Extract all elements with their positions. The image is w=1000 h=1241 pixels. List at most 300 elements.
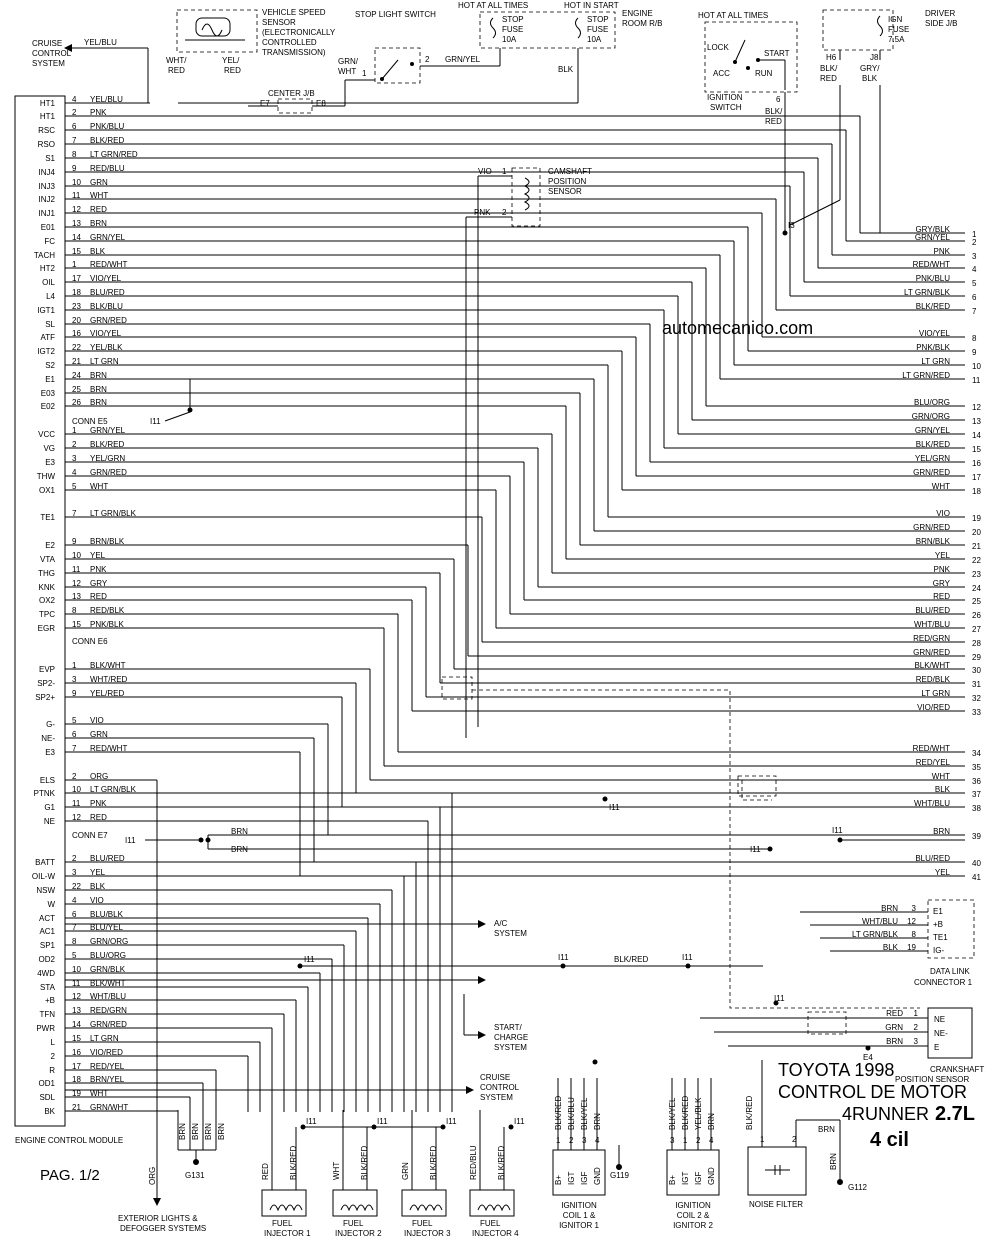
- injector-coil-icon: [478, 1205, 510, 1210]
- coil-wire-color: BLK/YEL: [668, 1097, 677, 1130]
- fuel-injectors: [261, 1110, 525, 1238]
- ecm-pin-wire-color: LT GRN: [90, 357, 119, 366]
- i11-776: I11: [774, 994, 785, 1003]
- ecm-pin-number: 11: [72, 979, 81, 988]
- ign-wire-1: BLK/: [765, 107, 783, 116]
- i11-mid: I11: [750, 845, 761, 854]
- ecm-pin-label: E3: [45, 748, 55, 757]
- vss-label-4: CONTROLLED: [262, 38, 317, 47]
- cruise-system-label-1: CRUISE: [32, 39, 63, 48]
- right-wire-color: YEL: [934, 551, 950, 560]
- dlc-terminal: E1: [933, 907, 943, 916]
- injector-wire1: WHT: [332, 1161, 341, 1180]
- injector-body: [333, 1190, 377, 1216]
- ecm-pin-wire-color: GRN/RED: [90, 468, 127, 477]
- right-pin-number: 37: [972, 790, 981, 799]
- ecm-pin-label: S1: [45, 154, 55, 163]
- ecm-pin-wire-color: BLK: [90, 882, 106, 891]
- center-jb: [248, 80, 375, 113]
- i11-left: I11: [304, 955, 315, 964]
- injector-name: FUEL: [480, 1219, 501, 1228]
- ecm-pin-wire-color: BLK/WHT: [90, 661, 126, 670]
- ecm-pin-label: G1: [44, 803, 55, 812]
- vss-wire-right-2: RED: [224, 66, 241, 75]
- ecm-pin-wire-color: GRN/WHT: [90, 1103, 129, 1112]
- ecm-pin-wire-color: VIO: [90, 896, 104, 905]
- ecm-pin-number: 17: [72, 274, 81, 283]
- right-pin-number: 1: [972, 230, 977, 239]
- right-pin-number: 12: [972, 403, 981, 412]
- ecm-pin-label: +B: [44, 996, 55, 1005]
- right-pin-number: 41: [972, 873, 981, 882]
- stop-pin-2: 2: [425, 55, 430, 64]
- ecm-pin-label: SL: [45, 320, 55, 329]
- right-wire-color: VIO/YEL: [918, 329, 950, 338]
- right-wire-color: RED/GRN: [913, 634, 950, 643]
- coil-name: COIL 1 &: [562, 1211, 596, 1220]
- right-wire-color: BLU/RED: [915, 854, 950, 863]
- ecm-pin-wire-color: VIO/YEL: [90, 274, 122, 283]
- ecm-pin-number: 6: [72, 910, 77, 919]
- right-pin-number: 38: [972, 804, 981, 813]
- ecm-pin-wire-color: BLU/RED: [90, 854, 125, 863]
- ecm-pin-number: 1: [72, 426, 77, 435]
- ecm-pin-number: 3: [72, 868, 77, 877]
- ecm-pins: [32, 95, 150, 1116]
- ecm-pin-number: 12: [72, 579, 81, 588]
- dlc-pin: 19: [907, 943, 916, 952]
- driver-side-jb: [783, 9, 958, 236]
- ckp-terminal: E: [934, 1043, 940, 1052]
- ecm-pin-wire-color: BRN: [90, 385, 107, 394]
- cam-p2: 2: [502, 208, 507, 217]
- ckp-pin: 1: [913, 1009, 918, 1018]
- ign-start: START: [764, 49, 790, 58]
- right-wire-color: RED/YEL: [915, 758, 950, 767]
- coil-pin: 3: [582, 1136, 587, 1145]
- ecm-pin-number: 24: [72, 371, 81, 380]
- coil-terminal: B+: [554, 1174, 563, 1185]
- right-pin-number: 30: [972, 666, 981, 675]
- coil-terminal: GND: [593, 1167, 602, 1185]
- ecm-pin-label: HT1: [39, 112, 55, 121]
- ecm-pin-number: 4: [72, 468, 77, 477]
- right-pin-number: 39: [972, 832, 981, 841]
- ecm-pin-number: 20: [72, 316, 81, 325]
- ecm-pin-label: ATF: [40, 333, 55, 342]
- coil-wire-color: BLK/YEL: [580, 1097, 589, 1130]
- ecm-pin-wire-color: BLU/ORG: [90, 951, 127, 960]
- ecm-pin-number: 26: [72, 398, 81, 407]
- ecm-pin-number: 25: [72, 385, 81, 394]
- ecm-pin-label: E1: [45, 375, 55, 384]
- injector-wire2: BLK/RED: [497, 1145, 506, 1180]
- ecm-pin-number: 3: [72, 454, 77, 463]
- vss-label-3: (ELECTRONICALLY: [262, 28, 336, 37]
- right-pin-number: 9: [972, 348, 977, 357]
- ecm-pin-label: BK: [44, 1107, 55, 1116]
- engine-room-1: ENGINE: [622, 9, 653, 18]
- ecm-pin-label: 2: [50, 1052, 55, 1061]
- hot-all-times-1: HOT AT ALL TIMES: [458, 1, 529, 10]
- conn-e7-label: CONN E7: [72, 831, 108, 840]
- right-pin-number: 27: [972, 625, 981, 634]
- ecm-pin-label: TACH: [33, 251, 55, 260]
- ecm-pin-label: THG: [38, 569, 55, 578]
- ecm-pin-number: 15: [72, 620, 81, 629]
- ecm-pin-number: 13: [72, 219, 81, 228]
- injector-wire2: BLK/RED: [360, 1145, 369, 1180]
- ecm-pin-wire-color: WHT/RED: [90, 675, 128, 684]
- ecm-pin-label: KNK: [38, 583, 55, 592]
- right-wire-color: YEL/GRN: [914, 454, 950, 463]
- ecm-pin-label: E3: [45, 458, 55, 467]
- injector-wire2: BLK/RED: [429, 1145, 438, 1180]
- right-pin-number: 31: [972, 680, 981, 689]
- i11-right: I11: [832, 826, 843, 835]
- injector-name: FUEL: [272, 1219, 293, 1228]
- exterior-lights: [65, 780, 206, 1233]
- ecm-pin-wire-color: VIO/RED: [90, 1048, 123, 1057]
- ecm-pin-label: OD1: [38, 1079, 55, 1088]
- g112-brn: BRN: [829, 1153, 838, 1170]
- ecm-pin-label: NE-: [41, 734, 55, 743]
- ecm-pin-number: 21: [72, 357, 81, 366]
- ecm-pin-label: TFN: [39, 1010, 55, 1019]
- coil-terminal: IGF: [694, 1171, 703, 1185]
- ign-acc: ACC: [713, 69, 730, 78]
- ecm-pin-label: IGT1: [37, 306, 55, 315]
- coil-wire-color: YEL/BLK: [694, 1097, 703, 1130]
- ecm-pin-number: 11: [72, 799, 81, 808]
- title-2: CONTROL DE MOTOR: [778, 1082, 968, 1102]
- ecm-pin-number: 11: [72, 565, 81, 574]
- right-pin-number: 18: [972, 487, 981, 496]
- ecm-pin-wire-color: RED: [90, 205, 107, 214]
- ecm-pin-number: 13: [72, 1006, 81, 1015]
- hot-in-start: HOT IN START: [564, 1, 619, 10]
- injector-i11: I11: [377, 1117, 388, 1126]
- ecm-pin-number: 17: [72, 1062, 81, 1071]
- ign-pin: 6: [776, 95, 781, 104]
- right-pin-number: 17: [972, 473, 981, 482]
- cam-pnk: PNK: [474, 208, 491, 217]
- ecm-pin-label: INJ1: [38, 209, 55, 218]
- j8-wire-1: GRY/: [860, 64, 880, 73]
- coil-terminal: IGT: [681, 1171, 690, 1185]
- right-wire-color: GRN/RED: [913, 648, 950, 657]
- j8-label: J8: [870, 53, 879, 62]
- ecm-pin-wire-color: PNK: [90, 799, 107, 808]
- ckp-label-1: CRANKSHAFT: [930, 1065, 985, 1074]
- ecm-pin-label: SDL: [39, 1093, 55, 1102]
- right-pin-number: 7: [972, 307, 977, 316]
- ecm-pin-wire-color: YEL/RED: [90, 689, 125, 698]
- ecm-pin-wire-color: GRN: [90, 730, 108, 739]
- ecm-pin-number: 3: [72, 675, 77, 684]
- watermark: automecanico.com: [662, 318, 814, 338]
- ecm-pin-wire-color: VIO/YEL: [90, 329, 122, 338]
- data-link-connector: [800, 900, 974, 987]
- ecm-pin-wire-color: WHT: [90, 1089, 109, 1098]
- ign-fuse-1: IGN: [888, 15, 903, 24]
- ecm-pin-wire-color: RED/WHT: [90, 260, 128, 269]
- ecm-pin-label: VCC: [38, 430, 55, 439]
- right-pin-number: 5: [972, 279, 977, 288]
- ecm-pin-label: ELS: [39, 776, 55, 785]
- right-pin-number: 19: [972, 514, 981, 523]
- cruise-system-label-3: SYSTEM: [32, 59, 65, 68]
- ecm-pin-number: 23: [72, 302, 81, 311]
- title-3a: 4RUNNER: [842, 1104, 930, 1124]
- cam-label-2: POSITION: [548, 177, 587, 186]
- injector-wire1: RED: [261, 1163, 270, 1180]
- ecm-pin-label: E02: [40, 402, 55, 411]
- ecm-pin-label: S2: [45, 361, 55, 370]
- right-pin-number: 3: [972, 252, 977, 261]
- injector-name: INJECTOR 4: [472, 1229, 519, 1238]
- right-pin-number: 22: [972, 556, 981, 565]
- injector-name: INJECTOR 3: [404, 1229, 451, 1238]
- dlc-wire-color: LT GRN/BLK: [852, 930, 898, 939]
- right-pin-number: 15: [972, 445, 981, 454]
- ecm-pin-wire-color: PNK/BLU: [90, 122, 125, 131]
- ign-fuse-3: 7.5A: [888, 35, 905, 44]
- e4-label: E4: [863, 1053, 873, 1062]
- ecm-pin-label: HT1: [39, 99, 55, 108]
- ecm-pin-label: SP2-: [37, 679, 55, 688]
- vertical-wires: [150, 116, 880, 1112]
- right-wire-color: BRN/BLK: [915, 537, 950, 546]
- right-wire-color: VIO: [936, 509, 950, 518]
- ext-lights-2: DEFOGGER SYSTEMS: [120, 1224, 207, 1233]
- ecm-pin-wire-color: BLK: [90, 247, 106, 256]
- cruise-system-label-2: CONTROL: [32, 49, 72, 58]
- ecm-pin-number: 1: [72, 661, 77, 670]
- dlc-terminal: IG-: [933, 946, 945, 955]
- ecm-pin-label: RSC: [38, 126, 55, 135]
- right-wire-color: RED/BLK: [915, 675, 950, 684]
- right-wire-color: GRN/YEL: [914, 426, 950, 435]
- injector-body: [262, 1190, 306, 1216]
- injector-name: INJECTOR 2: [335, 1229, 382, 1238]
- cam-label-1: CAMSHAFT: [548, 167, 592, 176]
- ecm-pin-number: 9: [72, 164, 77, 173]
- right-wire-color: VIO/RED: [917, 703, 950, 712]
- ign-switch-label-2: SWITCH: [710, 103, 742, 112]
- cam-vio: VIO: [478, 167, 492, 176]
- ecm-pin-label: STA: [40, 983, 55, 992]
- cruise2-1: CRUISE: [480, 1073, 511, 1082]
- coil-wire-color: BRN: [707, 1113, 716, 1130]
- right-wire-color: LT GRN/RED: [902, 371, 950, 380]
- right-pin-number: 16: [972, 459, 981, 468]
- noise-p2: 2: [792, 1135, 797, 1144]
- stop-fuse-1c: 10A: [502, 35, 517, 44]
- right-wire-color: PNK: [933, 565, 950, 574]
- ecm-pin-number: 2: [72, 854, 77, 863]
- ecm-pin-wire-color: LT GRN/BLK: [90, 785, 136, 794]
- ignition-coils: [553, 1078, 719, 1230]
- ext-lights-1: EXTERIOR LIGHTS &: [118, 1214, 198, 1223]
- ecm-pin-number: 2: [72, 108, 77, 117]
- i11-e5: I11: [150, 417, 161, 426]
- ecm-pin-wire-color: YEL: [90, 551, 106, 560]
- ecm-pin-number: 10: [72, 551, 81, 560]
- conn-e6-label: CONN E6: [72, 637, 108, 646]
- ecm-pin-wire-color: RED/YEL: [90, 1062, 125, 1071]
- ecm-pin-wire-color: BRN: [90, 398, 107, 407]
- h6-wire-1: BLK/: [820, 64, 838, 73]
- j8-wire-2: BLK: [862, 74, 878, 83]
- engine-room-2: ROOM R/B: [622, 19, 663, 28]
- ecm-pin-number: 18: [72, 1075, 81, 1084]
- injector-name: FUEL: [343, 1219, 364, 1228]
- ecm-pin-number: 2: [72, 772, 77, 781]
- ecm-pin-wire-color: YEL: [90, 868, 106, 877]
- ecm-pin-wire-color: BLK/WHT: [90, 979, 126, 988]
- ecm-pin-label: BATT: [35, 858, 55, 867]
- ecm-pin-label: HT2: [39, 264, 55, 273]
- ecm-pin-wire-color: WHT: [90, 191, 109, 200]
- injector-coil-icon: [341, 1205, 373, 1210]
- coil-pin: 4: [709, 1136, 714, 1145]
- conn-e5-label: CONN E5: [72, 417, 108, 426]
- coil-pin: 3: [670, 1136, 675, 1145]
- ecm-pin-wire-color: GRN/YEL: [90, 426, 126, 435]
- ecm-pin-label: OIL: [42, 278, 55, 287]
- g119-label: G119: [610, 1171, 629, 1180]
- right-pin-number: 40: [972, 859, 981, 868]
- ecm-pin-number: 9: [72, 689, 77, 698]
- ecm-pin-number: 4: [72, 95, 77, 104]
- ecm-pin-number: 2: [72, 440, 77, 449]
- ecm-pin-label: OD2: [38, 955, 55, 964]
- ecm-pin-label: L: [50, 1038, 55, 1047]
- ecm-pin-number: 14: [72, 1020, 81, 1029]
- ckp-pin: 3: [913, 1037, 918, 1046]
- coil-name: IGNITION: [561, 1201, 597, 1210]
- right-wire-color: RED/WHT: [912, 744, 950, 753]
- vss-label-1: VEHICLE SPEED: [262, 8, 326, 17]
- cruise-wire-label: YEL/BLU: [84, 38, 117, 47]
- right-wire-color: BLU/ORG: [913, 398, 950, 407]
- ecm-pin-label: R: [49, 1066, 55, 1075]
- right-wire-color: WHT: [931, 772, 950, 781]
- blk-label: BLK: [558, 65, 574, 74]
- vehicle-speed-sensor: [166, 8, 336, 75]
- ecm-pin-wire-color: RED: [90, 592, 107, 601]
- brn-1: BRN: [231, 827, 248, 836]
- ecm-pin-wire-color: RED/GRN: [90, 1006, 127, 1015]
- g131-brn-2: BRN: [191, 1123, 200, 1140]
- ecm-pin-number: 7: [72, 744, 77, 753]
- i3-label: I3: [788, 221, 795, 230]
- ecm-pin-number: 12: [72, 813, 81, 822]
- ecm-pin-number: 10: [72, 785, 81, 794]
- right-pin-number: 8: [972, 334, 977, 343]
- cam-label-3: SENSOR: [548, 187, 582, 196]
- ecm-pin-number: 18: [72, 288, 81, 297]
- stop-switch-label: STOP LIGHT SWITCH: [355, 10, 436, 19]
- right-wire-color: WHT: [931, 482, 950, 491]
- ecm-pin-wire-color: BLK/RED: [90, 440, 125, 449]
- ecm-pin-wire-color: BRN: [90, 371, 107, 380]
- ecm-pin-number: 6: [72, 730, 77, 739]
- ecm-label: ENGINE CONTROL MODULE: [15, 1136, 124, 1145]
- dlc-pin: 3: [911, 904, 916, 913]
- ecm-pin-label: FC: [44, 237, 55, 246]
- right-pin-number: 34: [972, 749, 981, 758]
- ecm-pin-wire-color: LT GRN/RED: [90, 150, 138, 159]
- right-wire-color: BLK/RED: [915, 440, 950, 449]
- stop-fuse-2c: 10A: [587, 35, 602, 44]
- ecm-pin-number: 7: [72, 509, 77, 518]
- right-connector: [880, 225, 981, 882]
- ecm-pin-wire-color: WHT: [90, 482, 109, 491]
- ecm-pin-label: 4WD: [37, 969, 55, 978]
- stop-fuse-2a: STOP: [587, 15, 609, 24]
- right-wire-color: PNK/BLK: [916, 343, 950, 352]
- ecm-pin-label: G-: [46, 720, 55, 729]
- e8-label: E8: [316, 99, 326, 108]
- ign-lock: LOCK: [707, 43, 729, 52]
- ckp-pin: 2: [913, 1023, 918, 1032]
- g131-label: G131: [185, 1171, 205, 1180]
- ecm-pin-wire-color: RED/BLU: [90, 164, 125, 173]
- right-pin-number: 10: [972, 362, 981, 371]
- ign-run: RUN: [755, 69, 773, 78]
- coil-wire-color: BLK/RED: [554, 1095, 563, 1130]
- stop-wire-out: GRN/YEL: [445, 55, 481, 64]
- title-4: 4 cil: [870, 1129, 909, 1151]
- g131-brn-4: BRN: [217, 1123, 226, 1140]
- vss-wire-left-1: WHT/: [166, 56, 187, 65]
- ecm-pin-label: PWR: [36, 1024, 55, 1033]
- ecm-pin-number: 9: [72, 537, 77, 546]
- start-charge-1: START/: [494, 1023, 522, 1032]
- injector-i11: I11: [514, 1117, 525, 1126]
- ecm-pin-number: 5: [72, 482, 77, 491]
- coil-terminal: IGF: [580, 1171, 589, 1185]
- e7-label: E7: [260, 99, 270, 108]
- ecm-pin-wire-color: PNK: [90, 108, 107, 117]
- ecm-pin-wire-color: WHT/BLU: [90, 992, 126, 1001]
- ecm-pin-wire-color: BLU/RED: [90, 288, 125, 297]
- ecm-pin-number: 12: [72, 205, 81, 214]
- vss-wire-left-2: RED: [168, 66, 185, 75]
- right-wire-color: GRN/YEL: [914, 233, 950, 242]
- dlc-pin: 8: [911, 930, 916, 939]
- ecm-pin-label: INJ3: [38, 182, 55, 191]
- ecm-pin-wire-color: BRN: [90, 219, 107, 228]
- ecm-pin-wire-color: BLU/YEL: [90, 923, 123, 932]
- dlc-pin: 12: [907, 917, 916, 926]
- ecm-pin-number: 12: [72, 992, 81, 1001]
- right-wire-color: GRN/RED: [913, 523, 950, 532]
- ecm-pin-wire-color: RED/BLK: [90, 606, 125, 615]
- injector-splice: [509, 1125, 514, 1130]
- coil-wire-color: BLK/BLU: [567, 1097, 576, 1130]
- coil-terminal: GND: [707, 1167, 716, 1185]
- right-pin-number: 14: [972, 431, 981, 440]
- driver-jb-2: SIDE J/B: [925, 19, 958, 28]
- ecm-pin-label: TPC: [39, 610, 55, 619]
- ecm-pin-number: 6: [72, 122, 77, 131]
- ecm-pin-number: 13: [72, 592, 81, 601]
- right-wire-color: GRY/BLK: [915, 225, 950, 234]
- ecm-pin-wire-color: YEL/GRN: [90, 454, 126, 463]
